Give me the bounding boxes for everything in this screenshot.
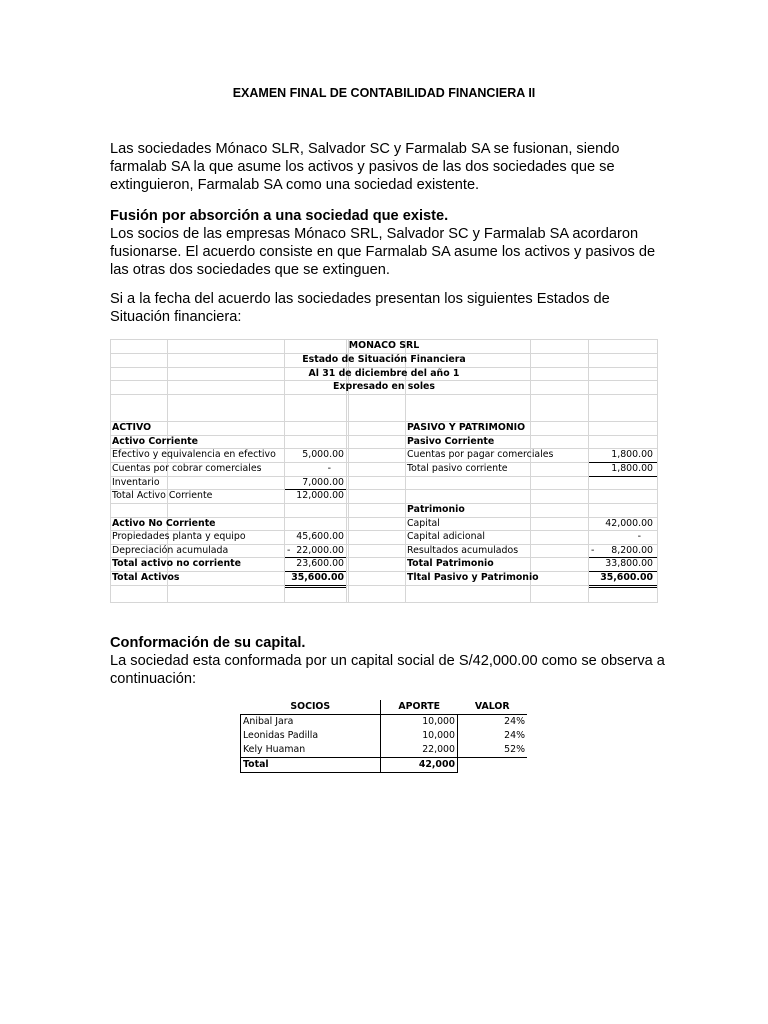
- inventario-label: Inventario: [112, 477, 160, 488]
- total-pasivo-patrimonio-label: Tltal Pasivo y Patrimonio: [407, 572, 539, 583]
- statement-date: Al 31 de diciembre del año 1: [308, 368, 460, 379]
- total-empty: [458, 758, 528, 773]
- pasivo-patrimonio-heading: PASIVO Y PATRIMONIO: [407, 422, 526, 433]
- cxc-label: Cuentas por cobrar comerciales: [112, 463, 262, 474]
- document-title: EXAMEN FINAL DE CONTABILIDAD FINANCIERA II: [232, 86, 536, 100]
- total-pasivo-patrimonio-value: 35,600.00: [600, 572, 653, 583]
- efectivo-label: Efectivo y equivalencia en efectivo: [112, 449, 276, 460]
- ppe-label: Propiedades planta y equipo: [112, 531, 246, 542]
- activo-no-corriente-heading: Activo No Corriente: [112, 518, 216, 529]
- cxc-value: -: [327, 463, 331, 474]
- total-patrimonio-value: 33,800.00: [605, 558, 653, 569]
- intro-paragraph: Las sociedades Mónaco SLR, Salvador SC y Farmalab SA se fusionan, siendo farmalab SA la que asume los activos y pasivos de las dos sociedades que se extinguieron, Farmalab SA como una sociedad existente.: [110, 141, 620, 193]
- states-paragraph: Si a la fecha del acuerdo las sociedades presentan los siguientes Estados de Situación financiera:: [110, 291, 610, 325]
- cxp-value: 1,800.00: [611, 449, 653, 460]
- inventario-value: 7,000.00: [302, 477, 344, 488]
- capital-label: Capital: [407, 518, 440, 529]
- cxp-label: Cuentas por pagar comerciales: [407, 449, 554, 460]
- cap-adic-value: -: [637, 531, 641, 542]
- capital-heading: Conformación de su capital.: [110, 635, 306, 651]
- total-patrimonio-label: Total Patrimonio: [407, 558, 494, 569]
- socio-valor: 24%: [458, 715, 528, 730]
- total-anc-label: Total activo no corriente: [112, 558, 241, 569]
- fusion-paragraph: Los socios de las empresas Mónaco SRL, Salvador SC y Farmalab SA acordaron fusionarse. El acuerdo consiste en que Farmalab SA asume los activos y pasivos de las otras dos sociedades que se extinguen.: [110, 226, 656, 278]
- capital-total-row: [241, 758, 528, 773]
- capital-section: [110, 634, 670, 688]
- financial-statement: [110, 339, 658, 603]
- dep-sign: -: [287, 545, 291, 556]
- header-valor: VALOR: [458, 700, 528, 715]
- patrimonio-heading: Patrimonio: [407, 504, 465, 515]
- res-acum-value: 8,200.00: [611, 545, 653, 556]
- total-ac-value: 12,000.00: [296, 490, 344, 501]
- total-pc-label: Total pasivo corriente: [407, 463, 508, 474]
- socio-valor: 24%: [458, 729, 528, 743]
- socio-name: Leonidas Padilla: [241, 729, 381, 743]
- table-row: [241, 743, 528, 758]
- statement-company: MONACO SRL: [348, 340, 420, 351]
- total-activos-value: 35,600.00: [291, 572, 344, 583]
- socio-name: Anibal Jara: [241, 715, 381, 730]
- header-socios: SOCIOS: [241, 700, 381, 715]
- total-label: Total: [241, 758, 381, 773]
- ppe-value: 45,600.00: [296, 531, 344, 542]
- dep-label: Depreciación acumulada: [112, 545, 229, 556]
- statement-currency: Expresado en soles: [333, 381, 435, 392]
- header-aporte: APORTE: [381, 700, 458, 715]
- socio-aporte: 10,000: [381, 729, 458, 743]
- total-pc-value: 1,800.00: [611, 463, 653, 474]
- fusion-heading: Fusión por absorción a una sociedad que existe.: [110, 208, 449, 224]
- efectivo-value: 5,000.00: [302, 449, 344, 460]
- total-activos-label: Total Activos: [112, 572, 180, 583]
- table-row: [241, 729, 528, 743]
- fusion-section: [110, 207, 670, 279]
- socio-name: Kely Huaman: [241, 743, 381, 758]
- capital-table-header: [241, 700, 528, 715]
- pasivo-corriente-heading: Pasivo Corriente: [407, 436, 495, 447]
- table-row: [241, 715, 528, 730]
- total-value: 42,000: [381, 758, 458, 773]
- capital-value: 42,000.00: [605, 518, 653, 529]
- socio-valor: 52%: [458, 743, 528, 758]
- socio-aporte: 22,000: [381, 743, 458, 758]
- capital-table: [240, 700, 527, 773]
- activo-heading: ACTIVO: [112, 422, 152, 433]
- total-ac-label: Total Activo Corriente: [112, 490, 213, 501]
- total-anc-value: 23,600.00: [296, 558, 344, 569]
- statement-name: Estado de Situación Financiera: [302, 354, 466, 365]
- dep-value: 22,000.00: [296, 545, 344, 556]
- activo-corriente-heading: Activo Corriente: [112, 436, 198, 447]
- capital-paragraph: La sociedad esta conformada por un capital social de S/42,000.00 como se observa a continuación:: [110, 653, 665, 687]
- res-acum-label: Resultados acumulados: [407, 545, 519, 556]
- res-acum-sign: -: [591, 545, 595, 556]
- socio-aporte: 10,000: [381, 715, 458, 730]
- cap-adic-label: Capital adicional: [407, 531, 485, 542]
